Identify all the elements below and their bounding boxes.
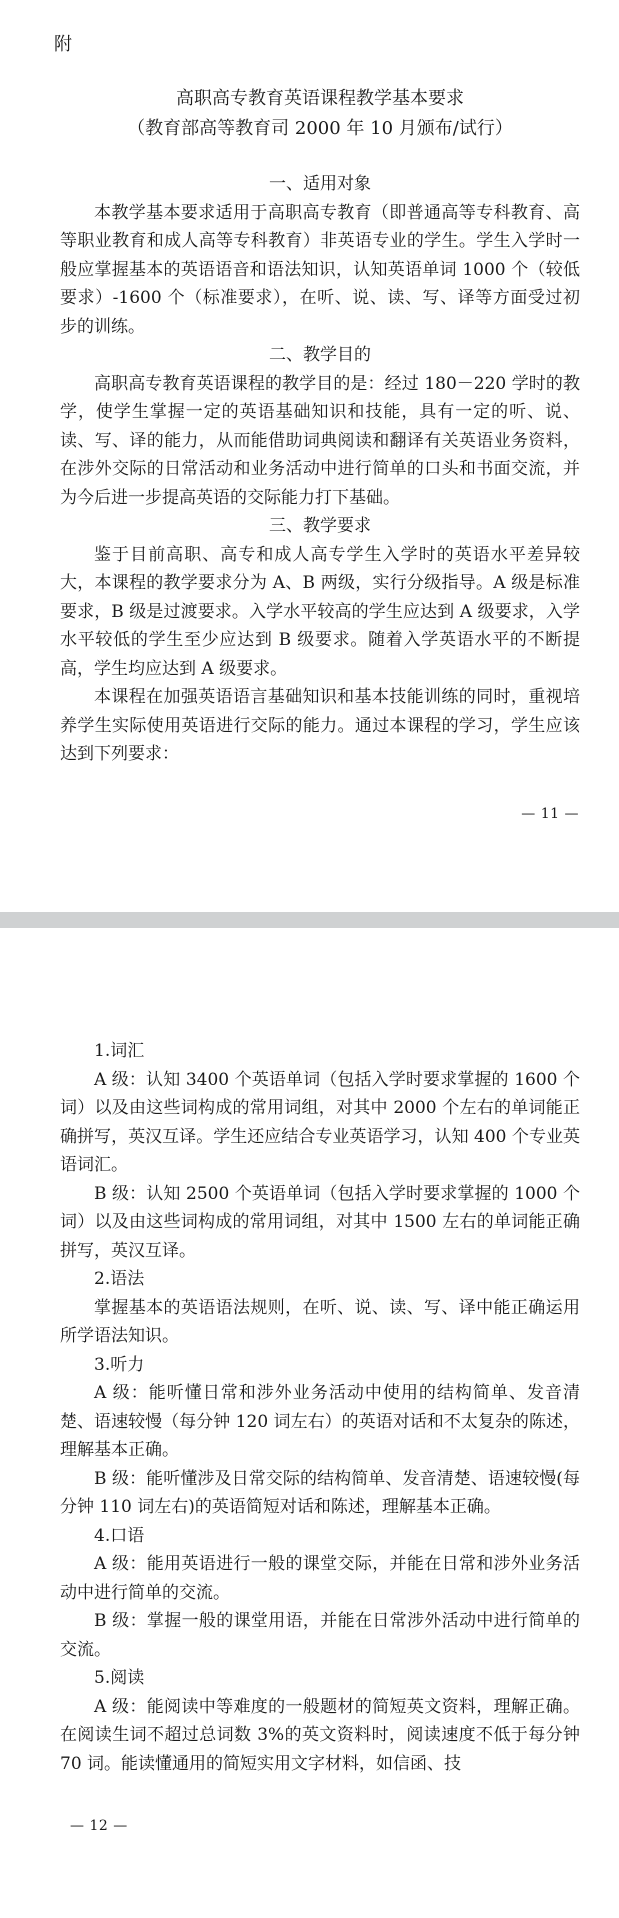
page-11-body [60,170,580,769]
item-paragraph: A 级：能听懂日常和涉外业务活动中使用的结构简单、发音清楚、语速较慢（每分钟 120 词左右）的英语对话和不太复杂的陈述，理解基本正确。 [60,1383,580,1460]
section-paragraph: 本教学基本要求适用于高职高专教育（即普通高等专科教育、高等职业教育和成人高等专科教育）非英语专业的学生。学生入学时一般应掌握基本的英语语音和语法知识，认知英语单词 1000 个（较低要求）-1600 个（标准要求），在听、说、读、写、译等方面受过初步的训练。 [60,202,580,337]
item-paragraph: B 级：掌握一般的课堂用语，并能在日常涉外活动中进行简单的交流。 [60,1611,580,1660]
item-paragraph: A 级：能阅读中等难度的一般题材的简短英文资料，理解正确。在阅读生词不超过总词数 3%的英文资料时，阅读速度不低于每分钟 70 词。能读懂通用的简短实用文字材料，如信函、技 [60,1696,580,1774]
item-heading: 5.阅读 [94,1668,145,1688]
item-heading: 3.听力 [94,1354,145,1375]
item-paragraph: A 级：能用英语进行一般的课堂交际，并能在日常和涉外业务活动中进行简单的交流。 [60,1554,580,1603]
appendix-label: 附 [54,34,72,55]
item-heading: 1.词汇 [94,1041,145,1061]
section-paragraph: 高职高专教育英语课程的教学目的是：经过 180－220 学时的教学，使学生掌握一定的英语基础知识和技能，具有一定的听、说、读、写、译的能力，从而能借助词典阅读和翻译有关英语业务资料，在涉外交际的日常活动和业务活动中进行简单的口头和书面交流，并为今后进一步提高英语的交际能力打下基础。 [60,373,580,508]
section-paragraph: 鉴于目前高职、高专和成人高专学生入学时的英语水平差异较大，本课程的教学要求分为 A、B 两级，实行分级指导。A 级是标准要求，B 级是过渡要求。入学水平较高的学生应达到 A 级要求，入学水平较低的学生至少应达到 B 级要求。随着入学英语水平的不断提高，学生均应达到 A 级要求。 [60,544,580,679]
item-heading: 2.语法 [94,1269,145,1289]
item-paragraph: B 级：能听懂涉及日常交际的结构简单、发音清楚、语速较慢(每分钟 110 词左右)的英语简短对话和陈述，理解基本正确。 [60,1468,580,1517]
item-paragraph: 掌握基本的英语语法规则，在听、说、读、写、译中能正确运用所学语法知识。 [60,1297,580,1346]
section-paragraph: 本课程在加强英语语言基础知识和基本技能训练的同时，重视培养学生实际使用英语进行交际的能力。通过本课程的学习，学生应该达到下列要求： [60,687,580,764]
page-number: — 11 — [521,806,579,822]
document-title-block [60,84,580,144]
item-paragraph: B 级：认知 2500 个英语单词（包括入学时要求掌握的 1000 个词）以及由这些词构成的常用词组，对其中 1500 左右的单词能正确拼写，英汉互译。 [60,1183,580,1261]
page-number: — 12 — [70,1818,128,1834]
section-heading: 三、教学要求 [269,516,371,536]
item-heading: 4.口语 [94,1525,145,1546]
item-paragraph: A 级：认知 3400 个英语单词（包括入学时要求掌握的 1600 个词）以及由这些词构成的常用词组，对其中 2000 个左右的单词能正确拼写，英汉互译。学生还应结合专业英语学习，认知 400 个专业英语词汇。 [60,1069,580,1175]
page-divider [0,912,619,928]
section-heading: 二、教学目的 [269,345,371,365]
page-12-body [60,1037,580,1778]
document-title: 高职高专教育英语课程教学基本要求 [176,88,464,109]
document-subtitle: （教育部高等教育司 2000 年 10 月颁布/试行） [127,118,513,139]
section-heading: 一、适用对象 [269,174,371,194]
